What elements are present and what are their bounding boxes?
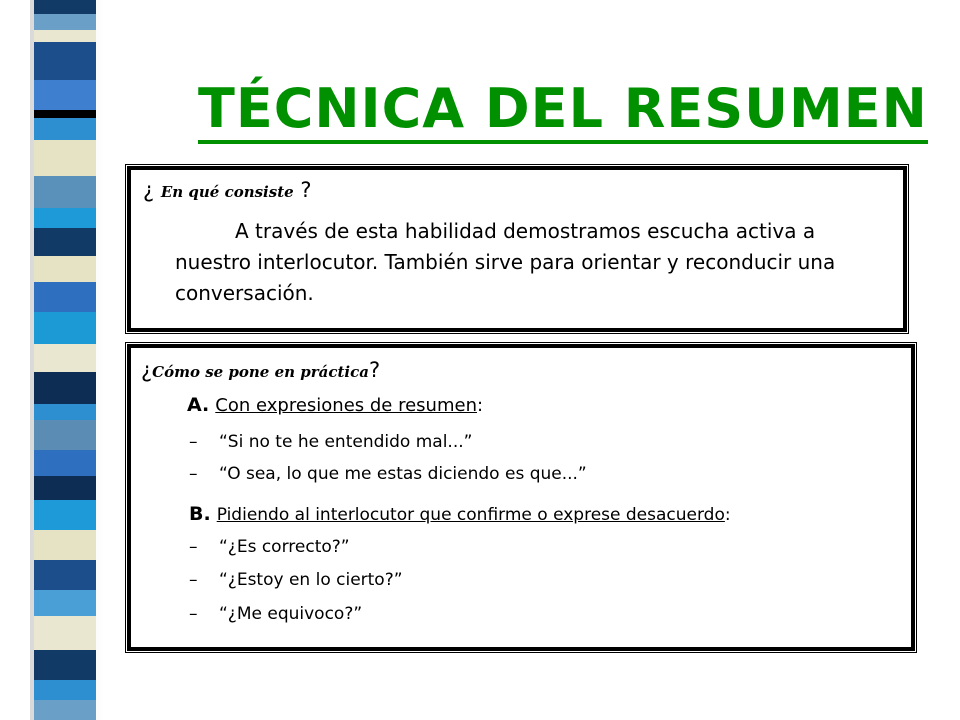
practice-question xyxy=(141,358,380,382)
question-mark-close: ? xyxy=(300,178,312,202)
option-a-heading xyxy=(187,394,483,416)
strip-segment xyxy=(34,282,96,312)
strip-segment xyxy=(34,420,96,450)
question-text: Cómo se pone en práctica xyxy=(152,363,369,381)
paragraph-rest: nuestro interlocutor. También sirve para orientar y reconducir una conversación. xyxy=(175,250,836,305)
strip-segment xyxy=(34,680,96,700)
option-b-text: Pidiendo al interlocutor que confirme o exprese desacuerdo xyxy=(216,505,725,525)
question-mark-open: ¿ xyxy=(143,178,155,202)
option-a-text: Con expresiones de resumen xyxy=(215,395,477,416)
strip-segment xyxy=(34,42,96,80)
page-title: TÉCNICA DEL RESUMEN xyxy=(198,78,928,144)
strip-segment xyxy=(34,256,96,282)
question-text: En qué consiste xyxy=(160,183,294,201)
option-b-colon: : xyxy=(724,505,731,525)
strip-segment xyxy=(34,228,96,256)
definition-box xyxy=(128,167,906,331)
dash-bullet: – xyxy=(189,432,198,452)
list-item xyxy=(189,432,472,452)
strip-segment xyxy=(34,0,96,14)
strip-segment xyxy=(34,344,96,372)
dash-bullet: – xyxy=(189,604,198,624)
strip-segment xyxy=(34,530,96,560)
strip-segment xyxy=(34,590,96,616)
definition-question xyxy=(143,178,312,202)
strip-segment xyxy=(34,176,96,208)
strip-segment xyxy=(34,14,96,30)
list-item xyxy=(189,570,403,590)
strip-segment xyxy=(34,312,96,344)
strip-segment xyxy=(34,650,96,680)
dash-bullet: – xyxy=(189,464,198,484)
list-item-text: “¿Estoy en lo cierto?” xyxy=(219,570,403,590)
definition-paragraph xyxy=(175,216,875,309)
strip-segment xyxy=(34,30,96,42)
strip-segment xyxy=(34,700,96,720)
question-mark-close: ? xyxy=(368,358,381,382)
strip-segment xyxy=(34,476,96,500)
strip-segment xyxy=(34,80,96,110)
list-item xyxy=(189,604,362,624)
strip-segment xyxy=(34,118,96,140)
dash-bullet: – xyxy=(189,537,198,557)
list-item-text: “¿Me equivoco?” xyxy=(219,604,363,624)
option-b-letter: B. xyxy=(189,503,211,525)
practice-box xyxy=(128,345,914,650)
strip-segment xyxy=(34,140,96,176)
strip-segment xyxy=(34,560,96,590)
list-item-text: “Si no te he entendido mal...” xyxy=(219,432,473,452)
list-item xyxy=(189,537,350,557)
strip-segment xyxy=(34,500,96,530)
strip-segment xyxy=(34,616,96,650)
strip-segment xyxy=(34,404,96,420)
list-item xyxy=(189,464,587,484)
decorative-left-strip xyxy=(0,0,120,720)
strip-segment xyxy=(34,372,96,404)
option-b-heading xyxy=(189,503,731,525)
question-mark-open: ¿ xyxy=(141,358,153,382)
dash-bullet: – xyxy=(189,570,198,590)
strip-segment xyxy=(34,208,96,228)
option-a-colon: : xyxy=(476,395,484,416)
list-item-text: “¿Es correcto?” xyxy=(219,537,350,557)
strip-segment xyxy=(34,110,96,118)
strip-segment xyxy=(34,450,96,476)
paragraph-first-line: A través de esta habilidad demostramos escucha activa a xyxy=(235,219,816,243)
option-a-letter: A. xyxy=(187,394,210,416)
list-item-text: “O sea, lo que me estas diciendo es que...” xyxy=(219,464,587,484)
